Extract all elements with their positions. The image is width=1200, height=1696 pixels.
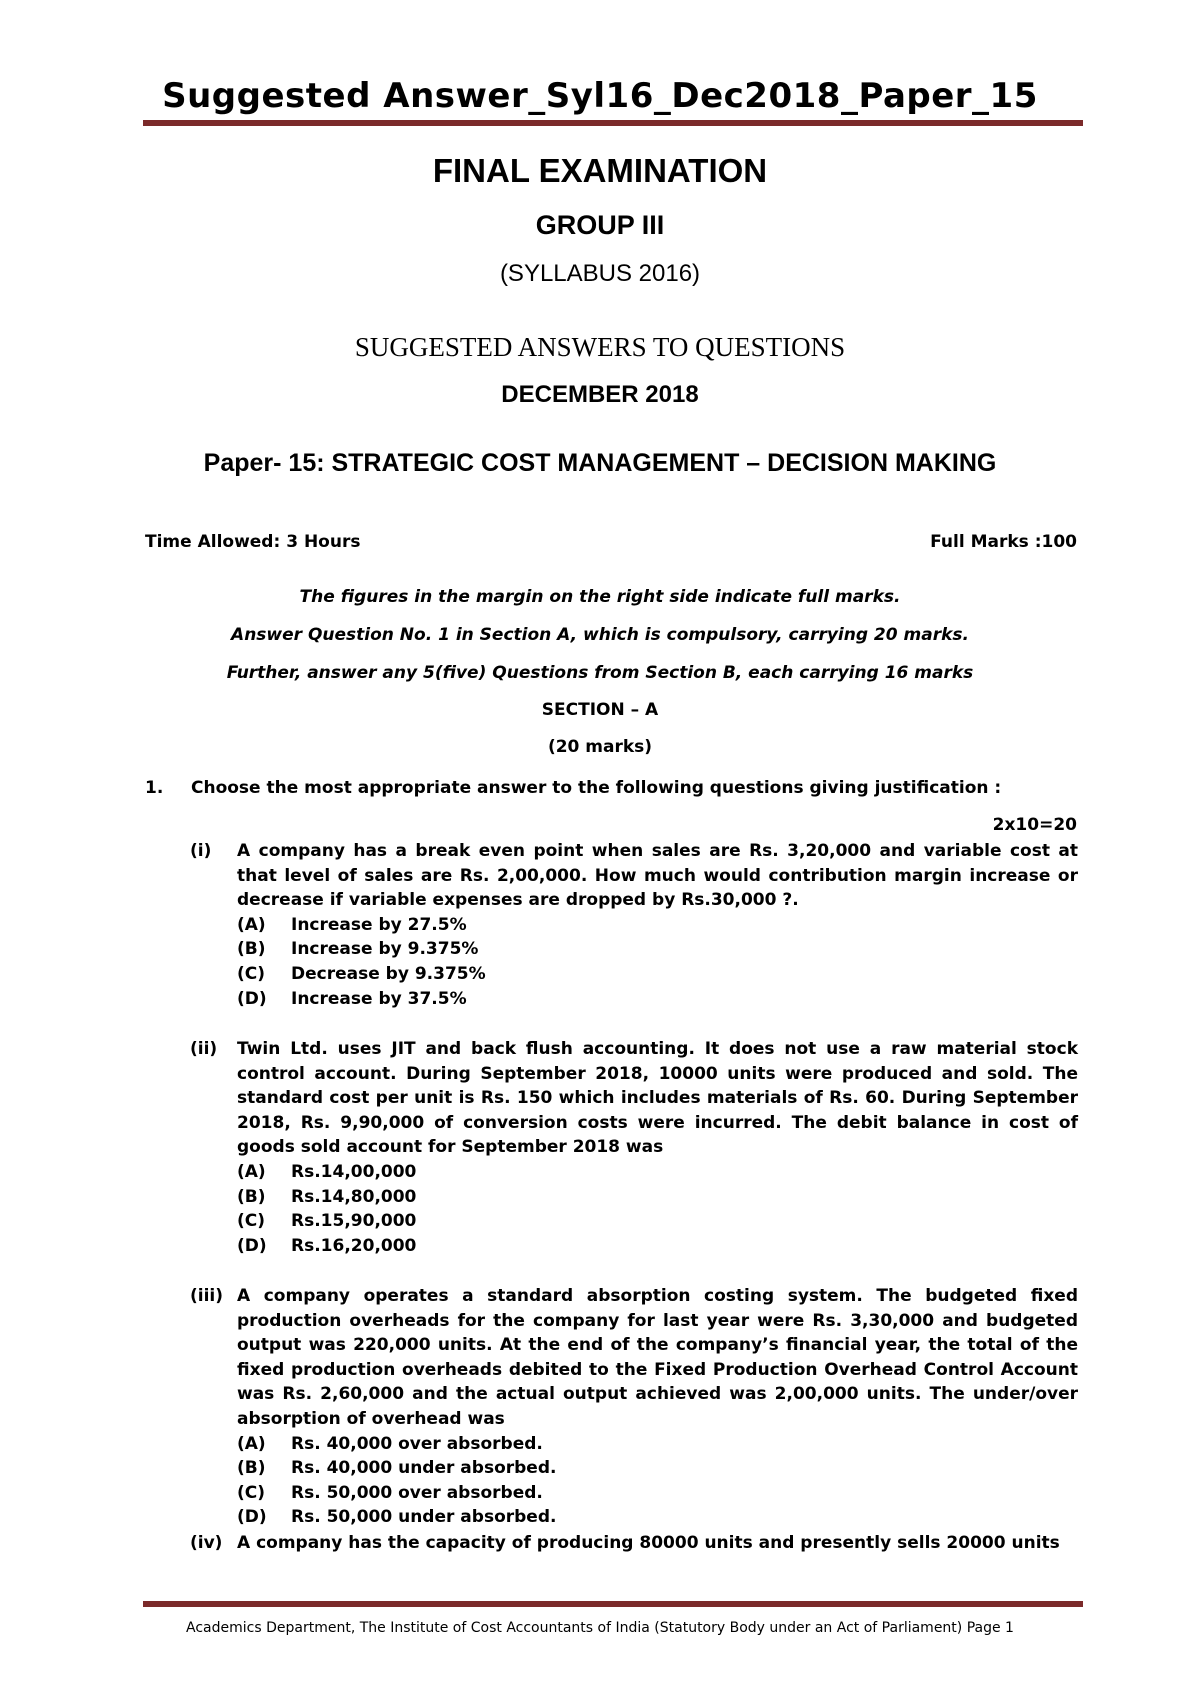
exam-title: FINAL EXAMINATION (432, 152, 768, 189)
answer-option (237, 1505, 1078, 1530)
answer-option (237, 1456, 1078, 1481)
instruction-line: Further, answer any 5(five) Questions from Section B, each carrying 16 marks (226, 663, 974, 683)
session-title: DECEMBER 2018 (501, 381, 699, 408)
answer-option (237, 1209, 1078, 1234)
option-label: (C) (237, 963, 266, 984)
option-label: (C) (237, 1482, 266, 1503)
sub-question-text: A company has the capacity of producing 80000 units and presently sells 20000 units (237, 1533, 1060, 1553)
answer-option (237, 987, 1078, 1012)
option-label: (B) (237, 1186, 266, 1207)
sub-question-number: (ii) (190, 1039, 218, 1059)
time-allowed: Time Allowed: 3 Hours (145, 532, 361, 552)
syllabus-title: (SYLLABUS 2016) (499, 260, 701, 287)
document-header-title: Suggested Answer_Syl16_Dec2018_Paper_15 (162, 76, 1038, 116)
option-text: Rs. 40,000 over absorbed. (291, 1433, 543, 1454)
sub-question (190, 1037, 1078, 1258)
full-marks: Full Marks :100 (930, 532, 1077, 552)
option-text: Increase by 27.5% (291, 914, 467, 935)
sub-question (190, 839, 1078, 1011)
sub-question-number: (i) (190, 841, 212, 861)
answer-option (237, 1234, 1078, 1259)
answer-option (237, 1185, 1078, 1210)
answer-option (237, 913, 1078, 938)
option-label: (A) (237, 1161, 266, 1182)
answer-option (237, 962, 1078, 987)
option-text: Rs. 50,000 under absorbed. (291, 1507, 557, 1528)
option-text: Rs. 40,000 under absorbed. (291, 1458, 557, 1479)
instruction-line: The figures in the margin on the right side indicate full marks. (299, 587, 901, 607)
option-text: Rs.14,00,000 (291, 1161, 417, 1182)
sub-question-text: A company has a break even point when sales are Rs. 3,20,000 and variable cost at that level of sales are Rs. 2,00,000. How much would contribution margin increase or decrease if variable expenses are dropped by Rs.30,000 ?. (237, 841, 1078, 911)
sub-question-text: Twin Ltd. uses JIT and back flush accounting. It does not use a raw material stock control account. During September 2018, 10000 units were produced and sold. The standard cost per unit is Rs. 150 which includes materials of Rs. 60. During September 2018, Rs. 9,90,000 of conversion costs were incurred. The debit balance in cost of goods sold account for September 2018 was (237, 1039, 1078, 1158)
sub-question (190, 1284, 1078, 1530)
sub-question-text: A company operates a standard absorption costing system. The budgeted fixed production overheads for the company for last year were Rs. 3,30,000 and budgeted output was 220,000 units. At the end of the company’s financial year, the total of the fixed production overheads debited to the Fixed Production Overhead Control Account was Rs. 2,60,000 and the actual output achieved was 2,00,000 units. The under/over absorption of overhead was (237, 1286, 1078, 1429)
option-text: Rs. 50,000 over absorbed. (291, 1482, 543, 1503)
option-text: Decrease by 9.375% (291, 963, 486, 984)
answer-option (237, 1160, 1078, 1185)
sub-question-number: (iv) (190, 1533, 223, 1553)
header-rule (143, 120, 1083, 126)
sub-question-number: (iii) (190, 1286, 224, 1306)
page-footer: Academics Department, The Institute of Cost Accountants of India (Statutory Body under an Act of Parliament) Page 1 (186, 1620, 1014, 1636)
section-marks: (20 marks) (547, 737, 653, 757)
section-title: SECTION – A (541, 700, 659, 720)
option-label: (D) (237, 1235, 267, 1256)
suggested-answers-title: SUGGESTED ANSWERS TO QUESTIONS (354, 332, 846, 362)
option-text: Increase by 37.5% (291, 988, 467, 1009)
option-label: (A) (237, 914, 266, 935)
option-label: (D) (237, 988, 267, 1009)
answer-option (237, 937, 1078, 962)
option-text: Rs.15,90,000 (291, 1211, 417, 1232)
instruction-line: Answer Question No. 1 in Section A, which is compulsory, carrying 20 marks. (231, 625, 969, 645)
option-label: (A) (237, 1433, 266, 1454)
sub-question (190, 1531, 1078, 1556)
answer-option (237, 1481, 1078, 1506)
paper-title: Paper- 15: STRATEGIC COST MANAGEMENT – DECISION MAKING (203, 449, 997, 477)
question-marks: 2x10=20 (992, 815, 1077, 835)
footer-rule (143, 1601, 1083, 1607)
question-text: Choose the most appropriate answer to the following questions giving justification : (191, 778, 1002, 798)
option-label: (B) (237, 1458, 266, 1479)
option-text: Rs.16,20,000 (291, 1235, 417, 1256)
question-number: 1. (145, 778, 164, 798)
option-text: Increase by 9.375% (291, 939, 479, 960)
answer-option (237, 1432, 1078, 1457)
option-label: (C) (237, 1211, 266, 1232)
option-label: (D) (237, 1507, 267, 1528)
option-label: (B) (237, 939, 266, 960)
group-title: GROUP III (535, 210, 665, 240)
option-text: Rs.14,80,000 (291, 1186, 417, 1207)
